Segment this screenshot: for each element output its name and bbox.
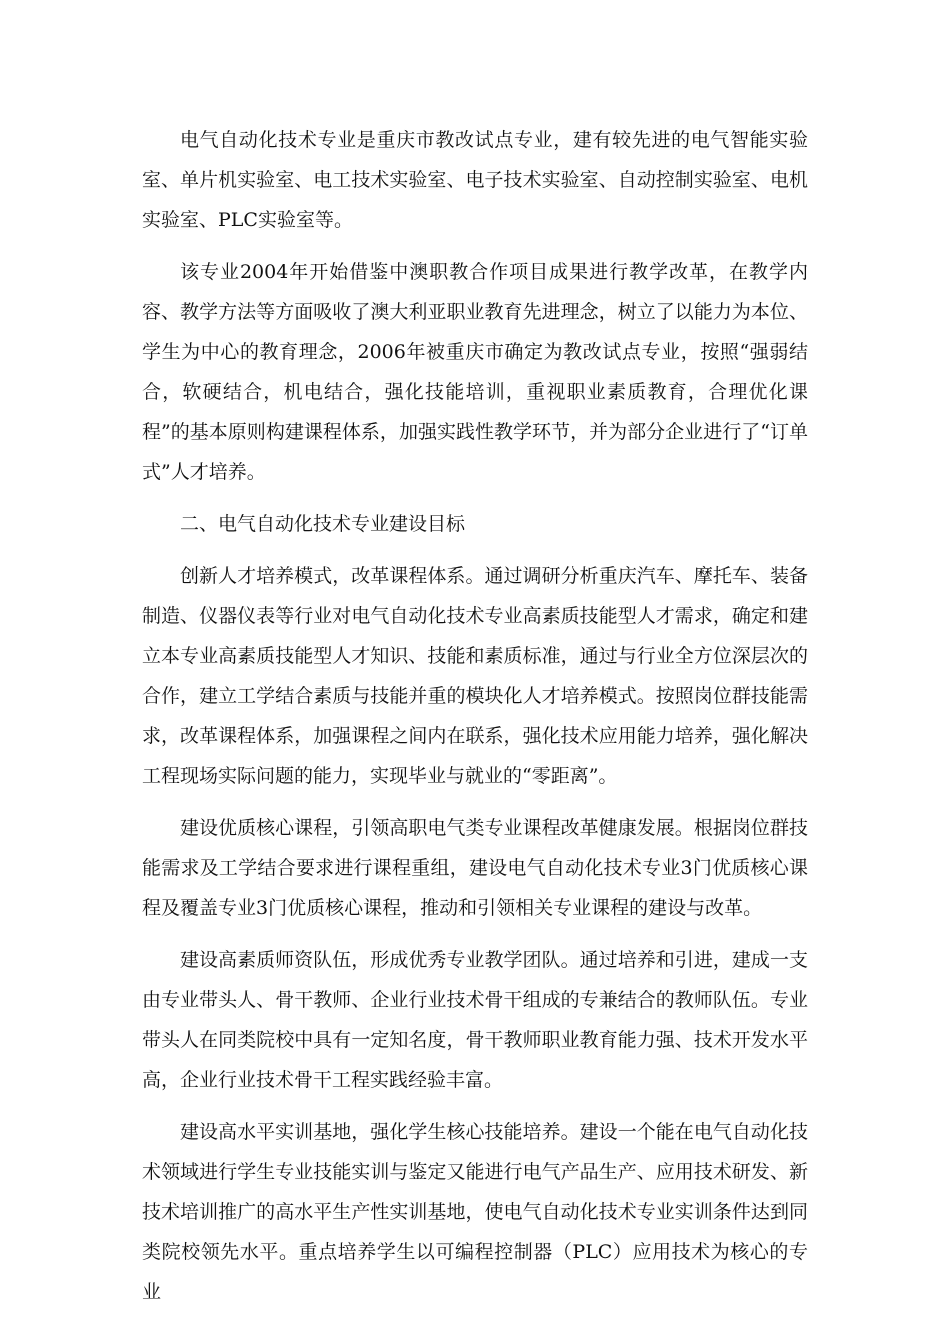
- paragraph-teaching-team: 建设高素质师资队伍，形成优秀专业教学团队。通过培养和引进，建成一支由专业带头人、骨干教师、企业行业技术骨干组成的专兼结合的教师队伍。专业带头人在同类院校中具有一定知名度，骨干教师职业教育能力强、技术开发水平高，企业行业技术骨干工程实践经验丰富。: [142, 949, 808, 1091]
- document-body: [142, 120, 808, 1324]
- section-heading: 二、电气自动化技术专业建设目标: [180, 513, 466, 535]
- paragraph-lab-facilities: 电气自动化技术专业是重庆市教改试点专业，建有较先进的电气智能实验室、单片机实验室、电工技术实验室、电子技术实验室、自动控制实验室、电机实验室、PLC实验室等。: [142, 129, 808, 231]
- paragraph-training-model: 创新人才培养模式，改革课程体系。通过调研分析重庆汽车、摩托车、装备制造、仪器仪表等行业对电气自动化技术专业高素质技能型人才需求，确定和建立本专业高素质技能型人才知识、技能和素质标准，通过与行业全方位深层次的合作，建立工学结合素质与技能并重的模块化人才培养模式。按照岗位群技能需求，改革课程体系，加强课程之间内在联系，强化技术应用能力培养，强化解决工程现场实际问题的能力，实现毕业与就业的“零距离”。: [142, 565, 808, 787]
- paragraph-training-base: 建设高水平实训基地，强化学生核心技能培养。建设一个能在电气自动化技术领域进行学生专业技能实训与鉴定又能进行电气产品生产、应用技术研发、新技术培训推广的高水平生产性实训基地，使电气自动化技术专业实训条件达到同类院校领先水平。重点培养学生以可编程控制器（PLC）应用技术为核心的专业: [142, 1121, 808, 1303]
- paragraph-teaching-reform: 该专业2004年开始借鉴中澳职教合作项目成果进行教学改革，在教学内容、教学方法等方面吸收了澳大利亚职业教育先进理念，树立了以能力为本位、学生为中心的教育理念，2006年被重庆市确定为教改试点专业，按照“强弱结合，软硬结合，机电结合，强化技能培训，重视职业素质教育，合理优化课程”的基本原则构建课程体系，加强实践性教学环节，并为部分企业进行了“订单式”人才培养。: [142, 261, 808, 483]
- paragraph-core-courses: 建设优质核心课程，引领高职电气类专业课程改革健康发展。根据岗位群技能需求及工学结合要求进行课程重组，建设电气自动化技术专业3门优质核心课程及覆盖专业3门优质核心课程，推动和引领相关专业课程的建设与改革。: [142, 817, 808, 919]
